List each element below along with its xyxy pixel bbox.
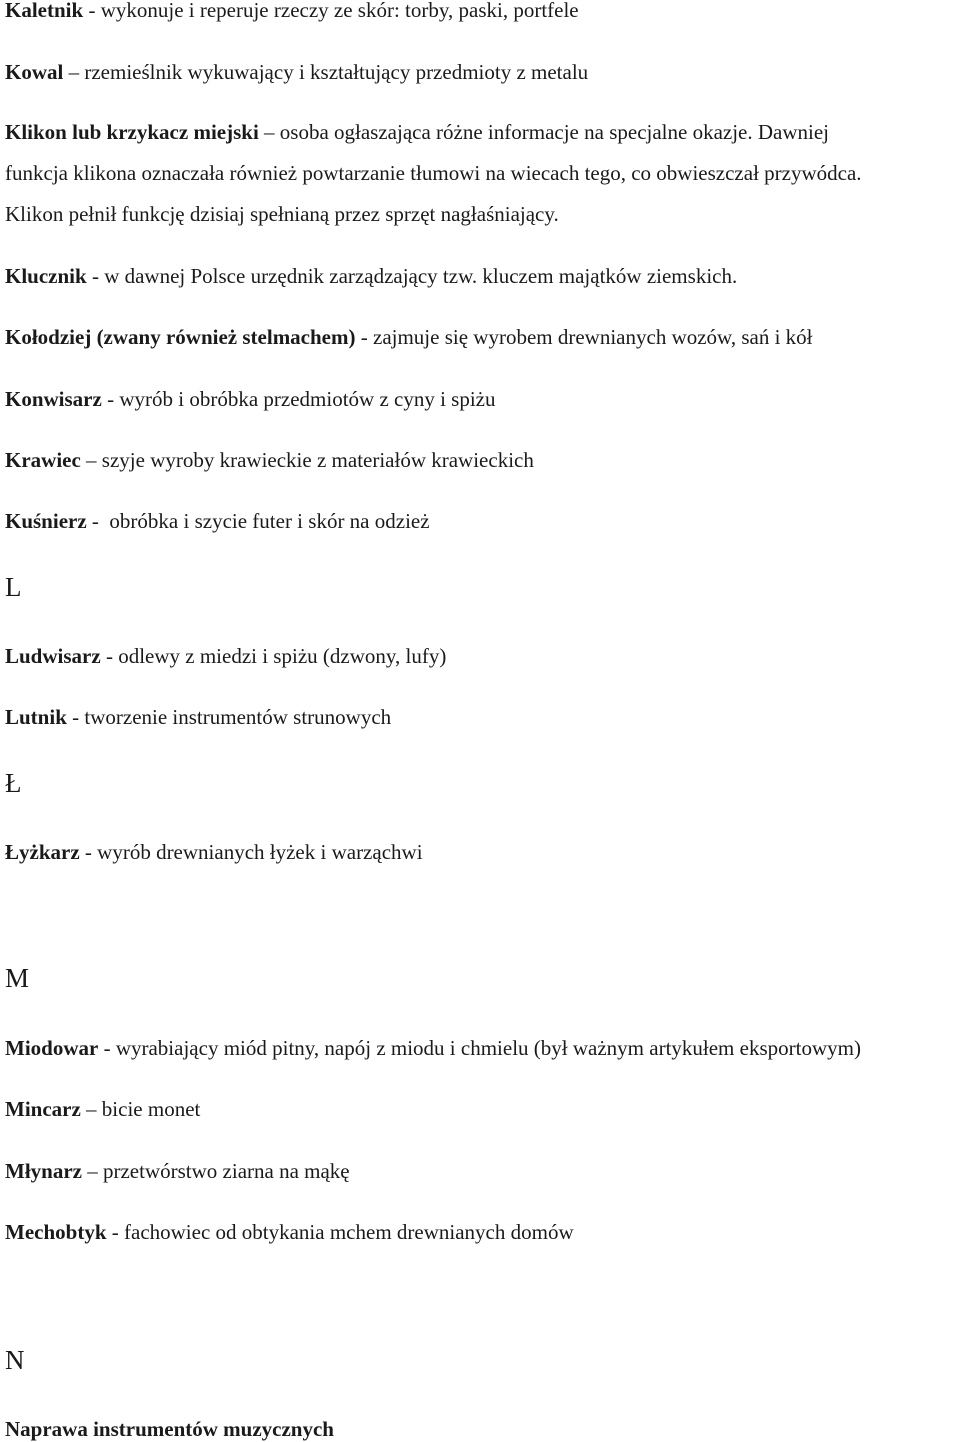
entry-naprawa-instrumentow [5, 1417, 334, 1441]
definition: wyrób drewnianych łyżek i warząchwi [97, 840, 423, 864]
entry-lyzkarz: Łyżkarz - wyrób drewnianych łyżek i warząchwi [5, 840, 423, 864]
term: Kuśnierz [5, 509, 87, 533]
term: Łyżkarz [5, 840, 80, 864]
term: Krawiec [5, 448, 81, 472]
term: Mincarz [5, 1097, 81, 1121]
definition: funkcja klikona oznaczała również powtarzanie tłumowi na wiecach tego, co obwieszczał przywódca. [5, 161, 862, 185]
entry-klikon: Klikon lub krzykacz miejski – osoba ogłaszająca różne informacje na specjalne okazje. Dawniej funkcja klikona oznaczała również powtarzanie tłumowi na wiecach tego, co obwieszczał przywódca. Klikon pełnił funkcję dzisiaj spełnianą przez sprzęt nagłaśniający. [5, 120, 862, 226]
term: Kaletnik [5, 0, 84, 22]
entry-lutnik: Lutnik - tworzenie instrumentów strunowych [5, 705, 392, 729]
definition: obróbka i szycie futer i skór na odzież [109, 509, 430, 533]
term: Kołodziej (zwany również stelmachem) [5, 325, 356, 349]
definition: wykonuje i reperuje rzeczy ze skór: torby, paski, portfele [100, 0, 579, 22]
definition: zajmuje się wyrobem drewnianych wozów, sań i kół [373, 325, 813, 349]
definition: Klikon pełnił funkcję dzisiaj spełnianą przez sprzęt nagłaśniający. [5, 202, 559, 226]
section-letter-l-stroke: Ł [5, 768, 22, 798]
section-letter-l: L [5, 572, 22, 602]
definition: odlewy z miedzi i spiżu (dzwony, lufy) [118, 644, 447, 668]
entry-krawiec: Krawiec – szyje wyroby krawieckie z materiałów krawieckich [5, 448, 534, 472]
entry-miodowar: Miodowar - wyrabiający miód pitny, napój z miodu i chmielu (był ważnym artykułem eksportowym) [5, 1036, 861, 1060]
section-letter-n: N [5, 1345, 25, 1375]
entry-kowal: Kowal – rzemieślnik wykuwający i kształtujący przedmioty z metalu [5, 60, 589, 84]
term: Kowal [5, 60, 64, 84]
entry-mlynarz: Młynarz – przetwórstwo ziarna na mąkę [5, 1159, 350, 1183]
entry-mincarz: Mincarz – bicie monet [5, 1097, 201, 1121]
definition: wyrabiający miód pitny, napój z miodu i chmielu (był ważnym artykułem eksportowym) [115, 1036, 861, 1060]
entry-konwisarz: Konwisarz - wyrób i obróbka przedmiotów z cyny i spiżu [5, 387, 496, 411]
definition: osoba ogłaszająca różne informacje na specjalne okazje. Dawniej [279, 120, 830, 144]
entry-ludwisarz: Ludwisarz - odlewy z miedzi i spiżu (dzwony, lufy) [5, 644, 447, 668]
term: Klucznik [5, 264, 87, 288]
section-letter-m: M [5, 963, 30, 993]
entry-mechobtyk: Mechobtyk - fachowiec od obtykania mchem drewnianych domów [5, 1220, 574, 1244]
entry-kolodziej: Kołodziej (zwany również stelmachem) - zajmuje się wyrobem drewnianych wozów, sań i kół [5, 325, 813, 349]
term: Młynarz [5, 1159, 82, 1183]
definition: szyje wyroby krawieckie z materiałów krawieckich [101, 448, 534, 472]
entry-kaletnik: Kaletnik - wykonuje i reperuje rzeczy ze skór: torby, paski, portfele [5, 0, 579, 22]
term: Klikon lub krzykacz miejski [5, 120, 259, 144]
term: Ludwisarz [5, 644, 101, 668]
term: Mechobtyk [5, 1220, 107, 1244]
term: Konwisarz [5, 387, 102, 411]
definition: wyrób i obróbka przedmiotów z cyny i spiżu [119, 387, 496, 411]
definition: bicie monet [101, 1097, 201, 1121]
term: Naprawa instrumentów muzycznych [5, 1417, 334, 1441]
entry-klucznik: Klucznik - w dawnej Polsce urzędnik zarządzający tzw. kluczem majątków ziemskich. [5, 264, 738, 288]
definition: rzemieślnik wykuwający i kształtujący przedmioty z metalu [84, 60, 589, 84]
definition: przetwórstwo ziarna na mąkę [102, 1159, 350, 1183]
term: Miodowar [5, 1036, 99, 1060]
term: Lutnik [5, 705, 67, 729]
entry-kusnierz: Kuśnierz - obróbka i szycie futer i skór na odzież [5, 509, 430, 533]
definition: fachowiec od obtykania mchem drewnianych domów [124, 1220, 574, 1244]
definition: tworzenie instrumentów strunowych [84, 705, 392, 729]
definition: w dawnej Polsce urzędnik zarządzający tzw. kluczem majątków ziemskich. [104, 264, 738, 288]
